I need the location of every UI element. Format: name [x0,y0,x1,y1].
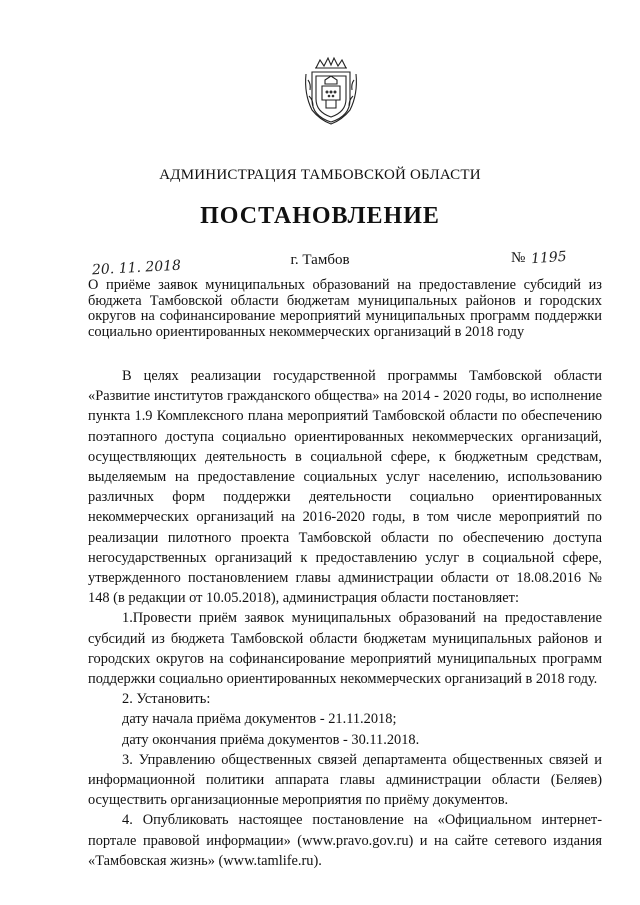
document-number [511,250,567,267]
handwritten-date: 20. 11. 2018 [91,257,182,279]
document-type-title: ПОСТАНОВЛЕНИЕ [200,203,440,229]
clause-2-start-date: дату начала приёма документов - 21.11.2018; [122,711,397,728]
clause-4-paragraph: 4. Опубликовать настоящее постановление на «Официальном интернет-портале правовой информации» (www.pravo.gov.ru) и на сайте сетевого издания «Тамбовская жизнь» (www.tamlife.ru). [88,812,602,869]
clause-3-paragraph: 3. Управлению общественных связей департамента общественных связей и информационной политики аппарата главы администрации области (Беляев) осуществить организационные мероприятия по приёму документов. [88,751,602,809]
handwritten-number: 1195 [530,248,568,268]
clause-2-paragraph: 2. Установить: [122,691,211,708]
clause-2-end-date: дату окончания приёма документов - 30.11.2018. [122,731,420,748]
preamble-paragraph: В целях реализации государственной программы Тамбовской области «Развитие институтов гражданского общества» на 2014 - 2020 годы, во исполнение пункта 1.9 Комплексного плана мероприятий Тамбовской области по обеспечению поэтапного доступа социально ориентированных некоммерческих организаций, осуществляющих деятельность в социальной сфере, к бюджетным средствам, выделяемым на предоставление социальных услуг населению, использованию различных форм поддержки деятельности социально ориентированных некоммерческих организаций на 2016-2020 годы, в том числе мероприятий по реализации пилотного проекта Тамбовской области по обеспечению доступа негосударственных организаций к предоставлению услуг в социальной сфере, утвержденного постановлением главы администрации области от 18.08.2016 № 148 (в редакции от 10.05.2018), администрация области постановляет: [88,368,602,607]
coat-of-arms-icon [302,54,360,126]
document-subject: О приёме заявок муниципальных образований на предоставление субсидий из бюджета Тамбовской области бюджетам муниципальных районов и городских округов на софинансирование мероприятий муниципальных программ поддержки социально ориентированных некоммерческих организаций в 2018 году [88,277,602,340]
document-body [88,366,602,871]
clause-1-paragraph: 1.Провести приём заявок муниципальных образований на предоставление субсидий из бюджета Тамбовской области бюджетам муниципальных районов и городских округов на софинансирование мероприятий муниципальных программ поддержки социально ориентированных некоммерческих организаций в 2018 году. [88,610,602,688]
city-label: г. Тамбов [290,252,350,268]
number-label: № [511,250,526,266]
organization-name: АДМИНИСТРАЦИЯ ТАМБОВСКОЙ ОБЛАСТИ [159,167,481,183]
